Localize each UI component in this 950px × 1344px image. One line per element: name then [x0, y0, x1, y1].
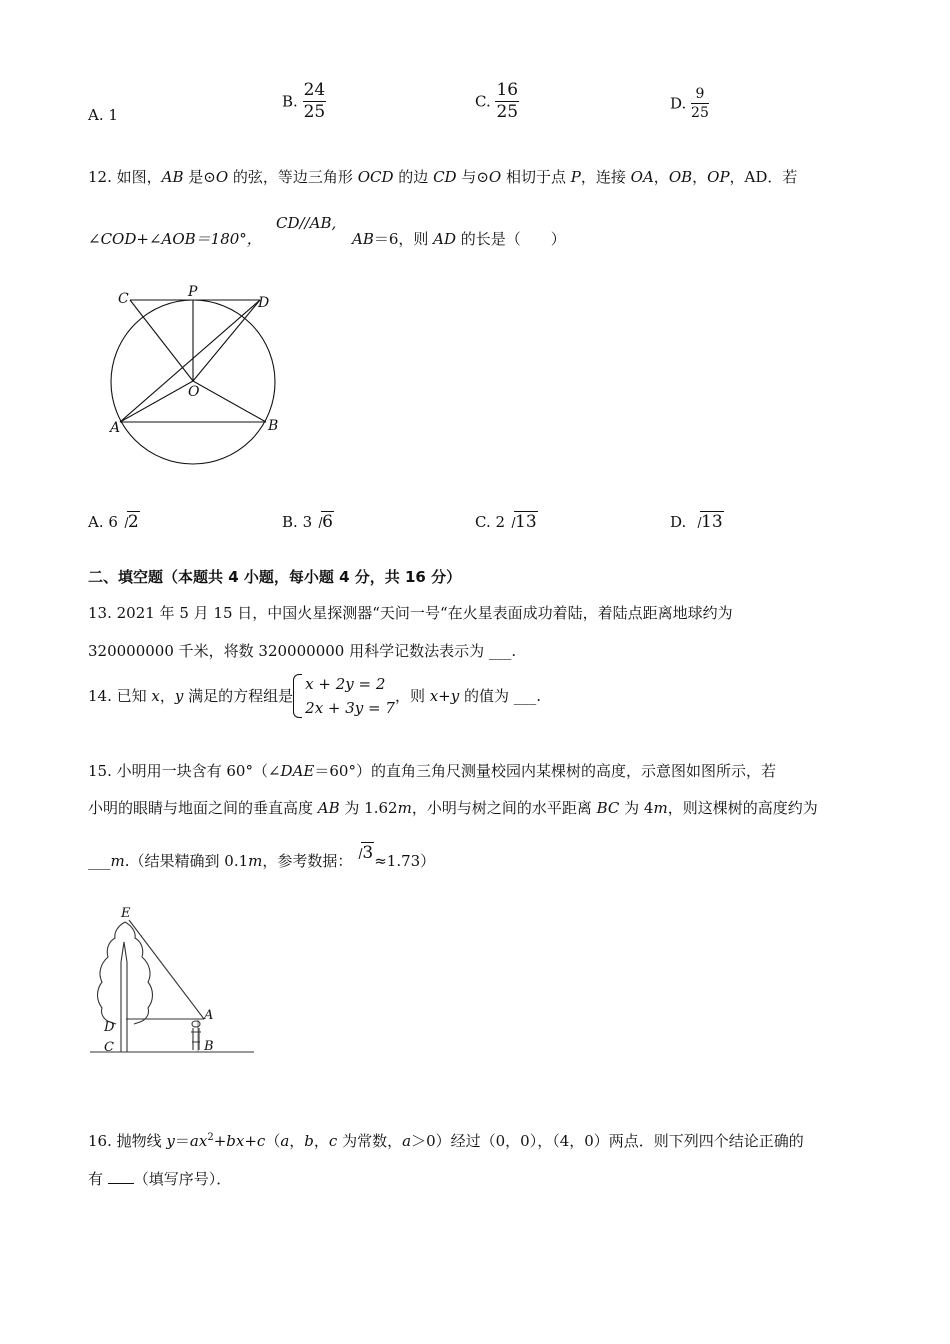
q12-line2-cd-parallel: CD//AB, [276, 214, 337, 232]
sqrt: 13 [505, 512, 538, 532]
fraction: $\frac{9}{25}$ [691, 86, 709, 121]
label-b: B [268, 418, 279, 434]
label-p: P [188, 284, 198, 300]
fraction: $\frac{24}{25}$ [303, 80, 326, 122]
segment-od [193, 300, 260, 381]
q13-line1: 13. 2021 年 5 月 15 日，中国火星探测器“天问一号“在火星表面成功着陆，着陆点距离地球约为 [88, 604, 733, 622]
q12-line2-b: AB＝6，则 AD 的长是（ ） [352, 230, 566, 248]
segment-ob [193, 381, 266, 422]
q16-line2: 有 （填写序号）． [88, 1170, 232, 1188]
q12-line2-a: ∠COD+∠AOB＝180°， [88, 230, 262, 248]
q12-option-a: A. 6 2 [88, 512, 139, 532]
tree-trunk [121, 942, 127, 1052]
label-a: A [204, 1008, 214, 1023]
q12-circle-figure [108, 280, 298, 475]
label-c: C [118, 291, 129, 307]
sqrt: 6 [312, 512, 334, 532]
q11-option-c: C. $\frac{16}{25}$ [475, 80, 519, 122]
line-ea [129, 920, 204, 1019]
q11-option-d: D. $\frac{9}{25}$ [670, 86, 709, 121]
q12-option-c: C. 2 13 [475, 512, 537, 532]
tree-crown [98, 922, 153, 1024]
q12-option-d: D. 13 [670, 512, 723, 532]
label-c: C [104, 1040, 114, 1055]
label-e: E [121, 906, 131, 921]
brace-icon [293, 674, 302, 718]
label-a: A [110, 420, 121, 436]
q12-line1: 12. 如图，AB 是⊙O 的弦，等边三角形 OCD 的边 CD 与⊙O 相切于点 P，连接 OA，OB，OP，AD．若 [88, 168, 798, 186]
q15-line3: ___m.（结果精确到 0.1m，参考数据： 3≈1.73） [88, 843, 436, 870]
answer-blank [108, 1169, 134, 1184]
q15-line1: 15. 小明用一块含有 60°（∠DAE＝60°）的直角三角尺测量校园内某棵树的高度，示意图如图所示，若 [88, 762, 776, 780]
equation-system: x + 2y = 2 2x + 3y = 7 [293, 672, 395, 720]
segment-oa [120, 381, 193, 422]
sqrt: 3 [352, 843, 374, 863]
label-b: B [204, 1039, 214, 1054]
q11-option-b: B. $\frac{24}{25}$ [282, 80, 326, 122]
q15-line2: 小明的眼睛与地面之间的垂直高度 AB 为 1.62m，小明与树之间的水平距离 BC 为 4m，则这棵树的高度约为 [88, 799, 818, 817]
label-o: O [188, 384, 200, 400]
q15-tree-figure [88, 902, 258, 1057]
label-d: D [258, 295, 270, 311]
q16-line1: 16. 抛物线 $y=ax^2+bx+c(a$，b，c 为常数，a＞0）经过（0，0），（4，0）两点．则下列四个结论正确的 [88, 1132, 804, 1150]
q13-line2: 320000000 千米，将数 320000000 用科学记数法表示为 ___. [88, 642, 517, 660]
fraction: $\frac{16}{25}$ [496, 80, 519, 122]
sqrt: 13 [691, 512, 724, 532]
section-title: 二、填空题（本题共 4 小题，每小题 4 分，共 16 分） [88, 568, 462, 586]
segment-oc [130, 300, 193, 381]
q12-option-b: B. 3 6 [282, 512, 333, 532]
label-d: D [104, 1020, 115, 1035]
person [191, 1021, 201, 1050]
q14-line: 14. 已知 x，y 满足的方程组是 x + 2y = 2 2x + 3y = 7 ，则 x+y 的值为 ___. [88, 672, 541, 720]
sqrt: 2 [118, 512, 140, 532]
q11-option-a: A. 1 [88, 106, 118, 124]
